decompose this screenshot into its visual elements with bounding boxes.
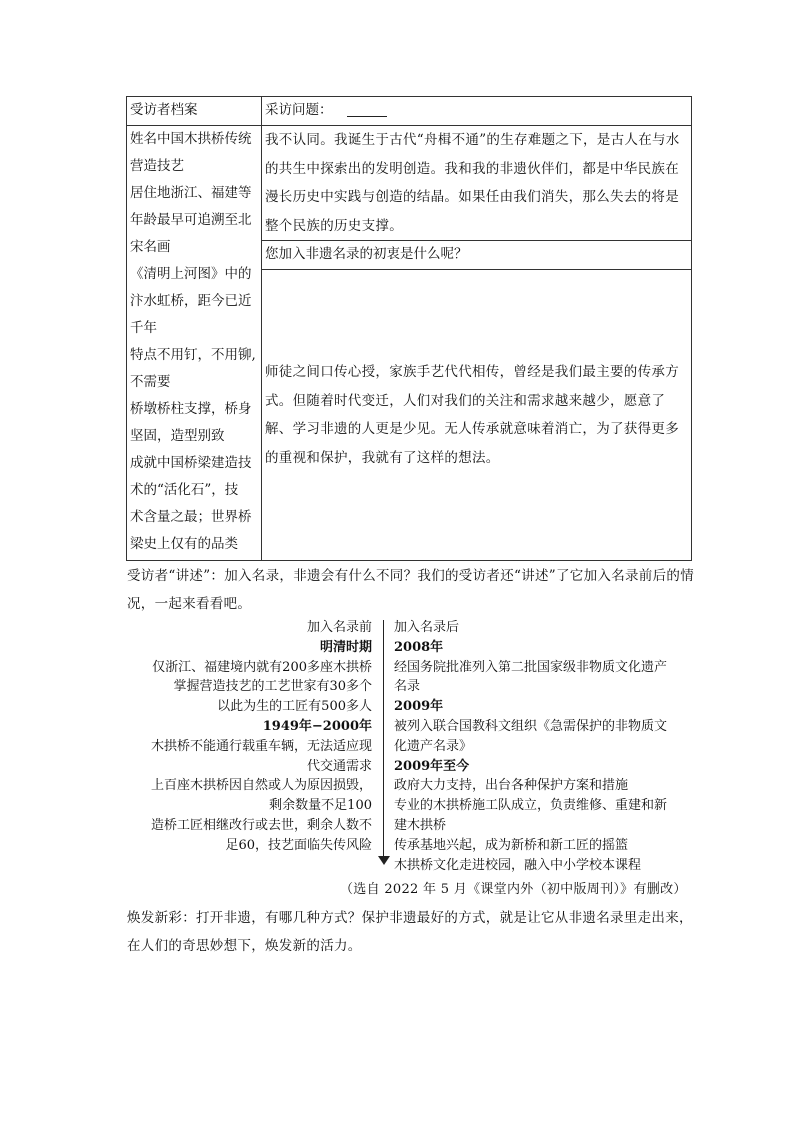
- profile-line: 汴水虹桥，距今已近: [130, 293, 252, 309]
- profile-line: 术含量之最；世界桥: [130, 509, 252, 525]
- timeline-entry: 掌握营造技艺的工艺世家有30多个: [173, 679, 372, 695]
- profile-line: 姓名中国木拱桥传统: [130, 131, 252, 147]
- profile-line: 特点不用钉，不用铆,: [130, 347, 256, 363]
- timeline-arrow-icon: [378, 856, 390, 865]
- narration-paragraph: 受访者“讲述”：加入名录，非遗会有什么不同？我们的受访者还“讲述”了它加入名录前后的情况，一起来看看吧。: [127, 568, 695, 612]
- question-2: 您加入非遗名录的初衷是什么呢？: [262, 241, 692, 270]
- profile-line: 年龄最早可追溯至北: [130, 212, 252, 228]
- after-title: 加入名录后: [394, 620, 460, 635]
- timeline-entry: 代交通需求: [306, 758, 372, 774]
- answer-1: 我不认同。我诞生于古代“舟楫不通”的生存难题之下，是古人在与水的共生中探索出的发明创造。我和我的非遗伙伴们，都是中华民族在漫长历史中实践与创造的结晶。如果任由我们消失，那么失去的将是整个民族的历史支撑。: [262, 126, 692, 241]
- timeline-entry: 木拱桥文化走进校园，融入中小学校本课程: [394, 857, 642, 873]
- timeline-entry: 名录: [394, 679, 421, 695]
- timeline-entry: 造桥工匠相继改行或去世，剩余人数不: [150, 817, 372, 833]
- timeline-entry: 被列入联合国教科文组织《急需保护的非物质文: [394, 718, 668, 734]
- timeline-entry: 剩余数量不足100: [269, 798, 372, 814]
- profile-line: 《清明上河图》中的: [130, 266, 252, 282]
- timeline-before: [126, 618, 372, 856]
- profile-line: 居住地浙江、福建等: [130, 185, 252, 201]
- profile-line: 营造技艺: [130, 158, 184, 174]
- profile-line: 桥墩桥柱支撑，桥身: [130, 401, 252, 417]
- profile-header: 受访者档案: [127, 97, 262, 126]
- before-lines: [126, 638, 372, 856]
- timeline-entry: 传承基地兴起，成为新桥和新工匠的摇篮: [394, 837, 629, 853]
- profile-line: 不需要: [130, 374, 171, 390]
- answer-2: 师徒之间口传心授，家族手艺代代相传，曾经是我们最主要的传承方式。但随着时代变迁，人们对我们的关注和需求越来越少，愿意了解、学习非遗的人更是少见。无人传承就意味着消亡，为了获得更多的重视和保护，我就有了这样的想法。: [262, 270, 692, 561]
- profile-line: 术的“活化石”，技: [130, 482, 239, 498]
- profile-cell: [127, 126, 262, 561]
- timeline-period: 1949年−2000年: [262, 718, 372, 734]
- timeline-entry: 专业的木拱桥施工队成立，负责维修、重建和新: [394, 798, 668, 814]
- question-header: [262, 97, 692, 126]
- timeline-period: 2009年: [394, 699, 444, 715]
- timeline-entry: 上百座木拱桥因自然或人为原因损毁，: [150, 778, 372, 794]
- timeline-period: 2009年至今: [394, 758, 470, 774]
- profile-lines: [130, 126, 258, 558]
- timeline-period: 2008年: [394, 639, 444, 655]
- timeline: [126, 618, 696, 873]
- timeline-entry: 建木拱桥: [394, 817, 447, 833]
- timeline-entry: 以此为生的工匠有500多人: [217, 699, 372, 715]
- profile-line: 梁史上仅有的品类: [130, 536, 238, 552]
- profile-line: 坚固，造型别致: [130, 428, 225, 444]
- timeline-entry: 经国务院批准列入第二批国家级非物质文化遗产: [394, 659, 668, 675]
- timeline-entry: 足60，技艺面临失传风险: [225, 837, 372, 853]
- timeline-after: [394, 618, 694, 875]
- timeline-entry: 化遗产名录》: [394, 738, 473, 754]
- timeline-period: 明清时期: [319, 639, 372, 655]
- profile-line: 千年: [130, 320, 157, 336]
- profile-line: 成就中国桥梁建造技: [130, 455, 252, 471]
- question-header-label: 采访问题：: [265, 102, 333, 118]
- source-citation: （选自 2022 年 5 月《课堂内外（初中版周刊）》有删改）: [340, 882, 687, 897]
- before-title: 加入名录前: [306, 620, 372, 635]
- after-lines: [394, 638, 694, 876]
- timeline-entry: 政府大力支持，出台各种保护方案和措施: [394, 778, 629, 794]
- interview-table: [126, 96, 692, 561]
- closing-paragraph: 焕发新彩：打开非遗，有哪几种方式？保护非遗最好的方式，就是让它从非遗名录里走出来，在人们的奇思妙想下，焕发新的活力。: [127, 910, 693, 954]
- question-blank: [347, 104, 387, 117]
- profile-line: 宋名画: [130, 239, 171, 255]
- timeline-entry: 木拱桥不能通行载重车辆，无法适应现: [150, 738, 372, 754]
- timeline-axis: [383, 620, 384, 858]
- timeline-entry: 仅浙江、福建境内就有200多座木拱桥: [152, 659, 372, 675]
